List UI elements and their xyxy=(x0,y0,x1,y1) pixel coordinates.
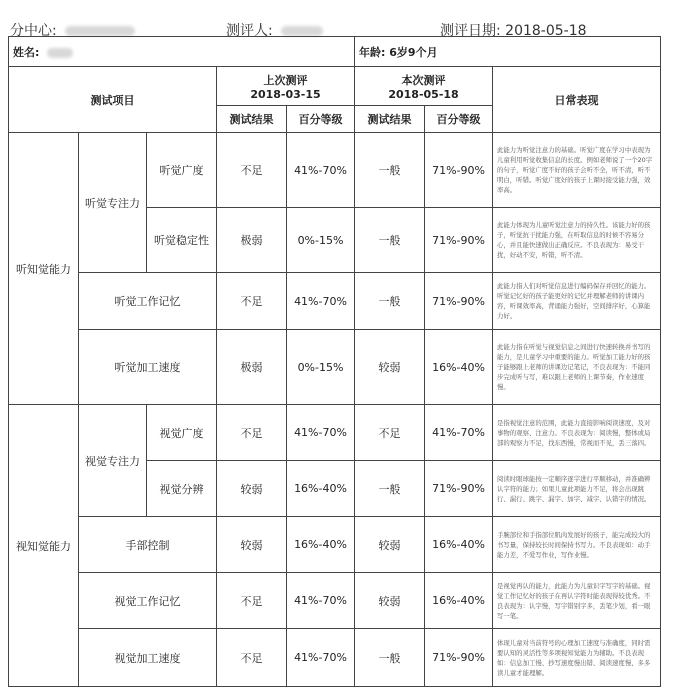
prev-percentile: 41%-70% xyxy=(287,273,355,330)
date-label: 测评日期: xyxy=(440,23,501,39)
row-label: 视觉工作记忆 xyxy=(79,573,217,629)
daily-description: 体现儿童对当前符号的心理加工速度与准确度，同时需要认知的灵活性等多项视知觉能力为辅助。不良表现如：信息加工慢、抄写速度慢出错、阅读速度慢、多多读儿童才能理解。 xyxy=(493,629,661,687)
curr-percentile: 71%-90% xyxy=(425,629,493,687)
prev-result: 不足 xyxy=(217,629,287,687)
prev-percentile: 41%-70% xyxy=(287,133,355,208)
curr-percentile: 71%-90% xyxy=(425,273,493,330)
prev-result-header: 测试结果 xyxy=(217,106,287,133)
curr-percentile: 41%-70% xyxy=(425,405,493,461)
daily-description: 此能力体现为儿童听觉注意力的持久性。该能力好的孩子，听觉抗干扰能力强，在听取信息的时候不容易分心，并且能快速做出正确反应。不良表现为：易受干扰，好动不安，听错，听不清。 xyxy=(493,208,661,273)
prev-result: 极弱 xyxy=(217,330,287,405)
prev-result: 较弱 xyxy=(217,517,287,573)
row-label: 手部控制 xyxy=(79,517,217,573)
curr-title: 本次测评 xyxy=(401,73,446,87)
daily-description: 此能力指人们对听觉信息进行编码保存并回忆的能力。听觉记忆好的孩子能更好的记忆并理解老师的讲课内容，听课效率高，背诵能力强好，空间排序好，心算能力好。 xyxy=(493,273,661,330)
prev-percentile: 41%-70% xyxy=(287,573,355,629)
date-value: 2018-05-18 xyxy=(505,23,587,39)
curr-result: 一般 xyxy=(355,629,425,687)
row-label: 听觉加工速度 xyxy=(79,330,217,405)
prev-percentile: 0%-15% xyxy=(287,330,355,405)
daily-description: 是指视觉注意的范围，此能力直接影响阅读速度，及对事物的观察、注意力。不良表现为：阅读慢，整体或局部的观察力不足，找东西慢，常视而不见，丢三落四。 xyxy=(493,405,661,461)
group-auditory: 听知觉能力 xyxy=(9,133,79,405)
curr-percentile: 16%-40% xyxy=(425,517,493,573)
table-row xyxy=(9,629,661,687)
age-value: 6岁9个月 xyxy=(389,45,438,59)
prev-percentile: 16%-40% xyxy=(287,517,355,573)
curr-percentile: 16%-40% xyxy=(425,573,493,629)
name-label: 姓名: xyxy=(13,45,40,59)
daily-description: 是视觉再认的能力，此能力为儿童识字写字的基础。视觉工作记忆好的孩子在再认字符时能表现得较优秀。不良表现为：认字慢，写字错别字多，丢笔少划，看一眼写一笔。 xyxy=(493,573,661,629)
prev-percentile: 0%-15% xyxy=(287,208,355,273)
curr-result: 一般 xyxy=(355,208,425,273)
prev-date: 2018-03-15 xyxy=(250,87,321,101)
row-label: 视觉分辨 xyxy=(147,461,217,517)
row-label: 视觉广度 xyxy=(147,405,217,461)
curr-result: 一般 xyxy=(355,133,425,208)
item-header: 测试项目 xyxy=(9,67,217,133)
table-row xyxy=(9,330,661,405)
report-header xyxy=(0,0,674,39)
curr-result: 一般 xyxy=(355,273,425,330)
table-row xyxy=(9,133,661,208)
redacted-center xyxy=(65,26,135,36)
prev-result: 不足 xyxy=(217,273,287,330)
curr-result-header: 测试结果 xyxy=(355,106,425,133)
prev-result: 不足 xyxy=(217,405,287,461)
prev-pct-header: 百分等级 xyxy=(287,106,355,133)
prev-result: 不足 xyxy=(217,133,287,208)
row-label: 听觉稳定性 xyxy=(147,208,217,273)
curr-percentile: 71%-90% xyxy=(425,208,493,273)
subgroup-auditory-focus: 听觉专注力 xyxy=(79,133,147,273)
curr-result: 较弱 xyxy=(355,330,425,405)
curr-result: 不足 xyxy=(355,405,425,461)
redacted-assessor xyxy=(281,26,323,36)
curr-date: 2018-05-18 xyxy=(388,87,459,101)
curr-percentile: 71%-90% xyxy=(425,133,493,208)
curr-result: 较弱 xyxy=(355,573,425,629)
prev-percentile: 16%-40% xyxy=(287,461,355,517)
row-label: 听觉工作记忆 xyxy=(79,273,217,330)
table-row xyxy=(9,573,661,629)
table-row xyxy=(9,517,661,573)
redacted-name xyxy=(47,48,73,58)
daily-description: 手腕部位和手指部位肌肉发展好的孩子，能完成较大的书写量，保持较长时间保持书写力。不良表现如：动手能力差，不爱写作业，写作业慢。 xyxy=(493,517,661,573)
prev-result: 不足 xyxy=(217,573,287,629)
prev-percentile: 41%-70% xyxy=(287,405,355,461)
group-visual: 视知觉能力 xyxy=(9,405,79,687)
table-row xyxy=(9,405,661,461)
info-row xyxy=(9,37,661,67)
age-cell xyxy=(355,37,661,67)
header-row-1 xyxy=(9,67,661,106)
name-cell xyxy=(9,37,355,67)
curr-percentile: 16%-40% xyxy=(425,330,493,405)
prev-result: 较弱 xyxy=(217,461,287,517)
daily-description: 阅读时眼球能按一定顺序逐字进行平顺移动，并准确辨认字符的能力；如果儿童此项能力不足，将会出现跳行、漏行、跳字、漏字、加字、减字、认错字的情况。 xyxy=(493,461,661,517)
daily-description: 此能力指在听觉与视觉信息之间进行快速转换并书写的能力，是儿童学习中重要的能力。听觉加工能力好的孩子能够跟上老师的讲课边记笔记，不良表现为：不能同步完成听与写，难以跟上老师的上课节奏，作业速度慢。 xyxy=(493,330,661,405)
prev-header xyxy=(217,67,355,106)
row-label: 视觉加工速度 xyxy=(79,629,217,687)
daily-description: 此能力为听觉注意力的基础。听觉广度在学习中表现为儿童利用听觉收集信息的长度。例如老师说了一个20字的句子，听觉广度不好的孩子会听不全，听不清，听不明白，听错。听觉广度好的孩子上课时接受能力强，效率高。 xyxy=(493,133,661,208)
daily-header: 日常表现 xyxy=(493,67,661,133)
prev-title: 上次测评 xyxy=(263,73,308,87)
curr-percentile: 71%-90% xyxy=(425,461,493,517)
curr-result: 较弱 xyxy=(355,517,425,573)
curr-header xyxy=(355,67,493,106)
table-row xyxy=(9,273,661,330)
prev-percentile: 41%-70% xyxy=(287,629,355,687)
age-label: 年龄: xyxy=(359,45,386,59)
subgroup-visual-focus: 视觉专注力 xyxy=(79,405,147,517)
prev-result: 极弱 xyxy=(217,208,287,273)
row-label: 听觉广度 xyxy=(147,133,217,208)
assessment-table xyxy=(8,36,661,687)
center-label: 分中心: xyxy=(10,23,57,39)
assessor-label: 测评人: xyxy=(226,23,273,39)
curr-pct-header: 百分等级 xyxy=(425,106,493,133)
curr-result: 一般 xyxy=(355,461,425,517)
